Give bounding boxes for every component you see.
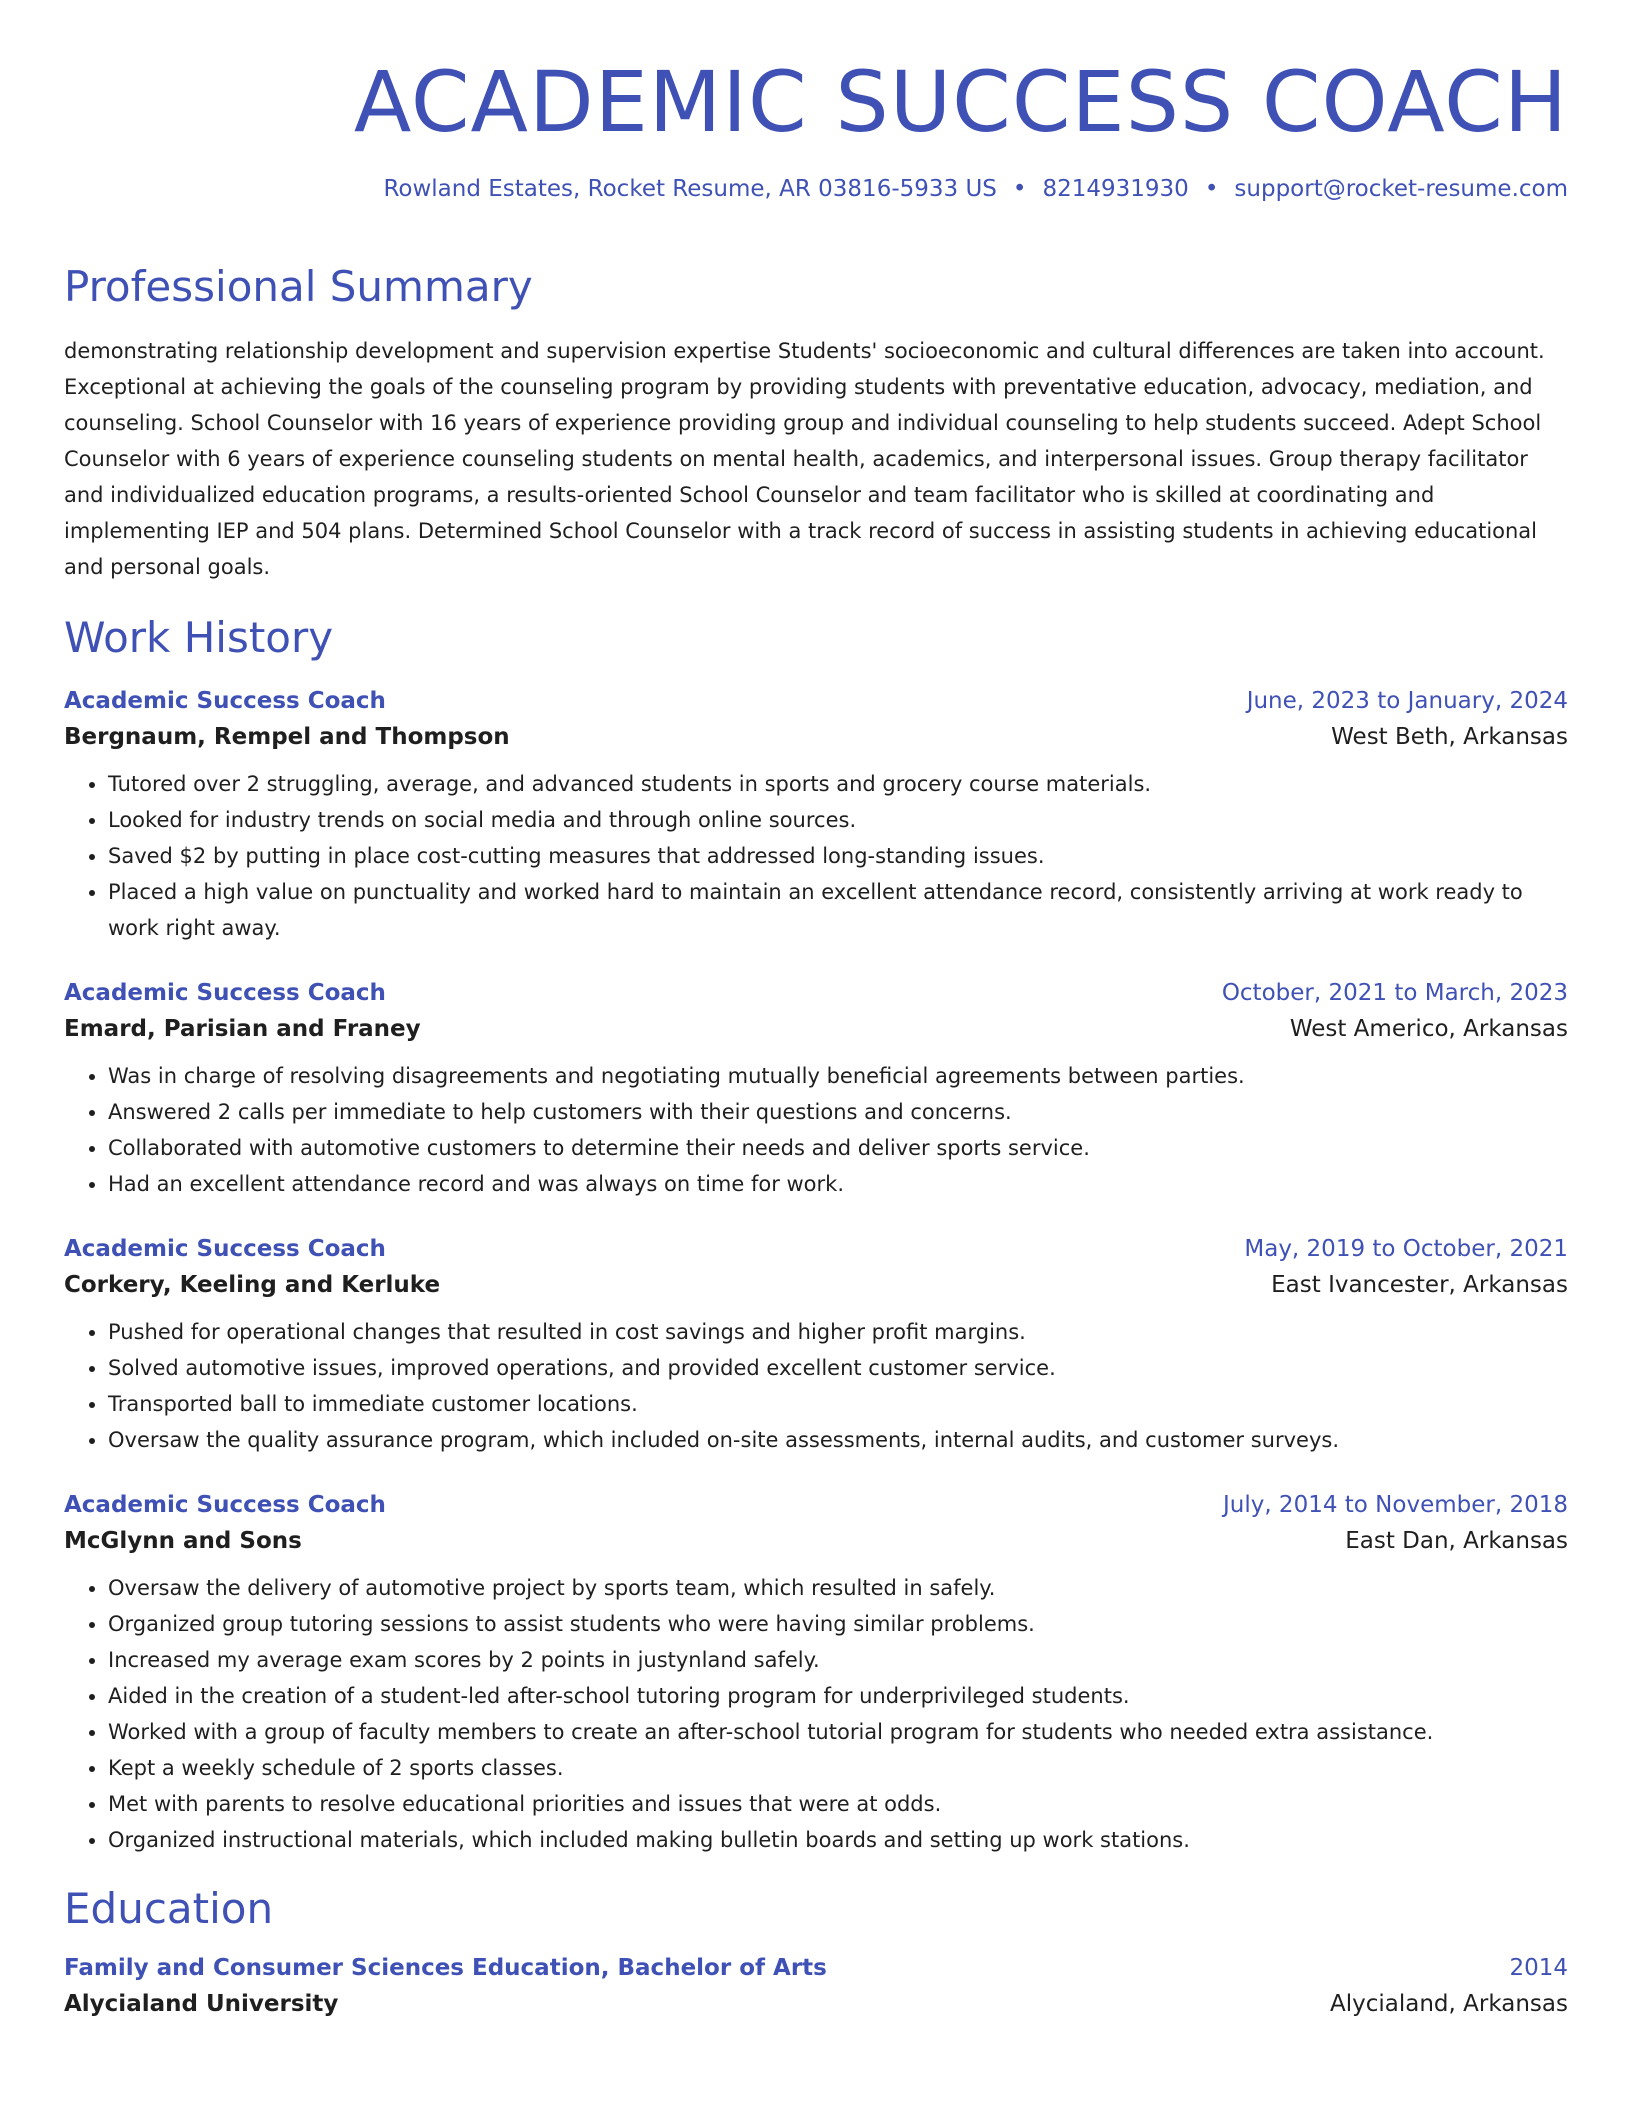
graduation-year: 2014	[1509, 1955, 1568, 1982]
section-title-education: Education	[64, 1884, 274, 1934]
job-dates: October, 2021 to March, 2023	[1221, 980, 1568, 1007]
contact-separator: •	[1012, 176, 1027, 203]
company-name: McGlynn and Sons	[64, 1528, 302, 1555]
list-item: • Answered 2 calls per immediate to help customers with their questions and concerns.	[108, 1094, 1568, 1130]
job-entry	[64, 1492, 1568, 1858]
list-item: • Increased my average exam scores by 2 points in justynland safely.	[108, 1642, 1568, 1678]
list-item: • Had an excellent attendance record and was always on time for work.	[108, 1166, 1568, 1202]
degree: Family and Consumer Sciences Education, Bachelor of Arts	[64, 1955, 827, 1982]
job-dates: July, 2014 to November, 2018	[1222, 1492, 1568, 1519]
list-item: • Transported ball to immediate customer locations.	[108, 1386, 1568, 1422]
job-entry	[64, 688, 1568, 946]
list-item: • Worked with a group of faculty members to create an after-school tutorial program for students who needed extra assistance.	[108, 1714, 1568, 1750]
list-item: • Organized instructional materials, which included making bulletin boards and setting up work stations.	[108, 1822, 1568, 1858]
list-item: • Met with parents to resolve educational priorities and issues that were at odds.	[108, 1786, 1568, 1822]
job-bullets	[64, 1570, 1568, 1858]
job-bullets	[64, 766, 1568, 946]
list-item: • Was in charge of resolving disagreements and negotiating mutually beneficial agreements between parties.	[108, 1058, 1568, 1094]
job-title: Academic Success Coach	[64, 688, 386, 715]
list-item: • Aided in the creation of a student-led after-school tutoring program for underprivileged students.	[108, 1678, 1568, 1714]
address: Rowland Estates, Rocket Resume, AR 03816-5933 US	[383, 176, 997, 203]
phone: 8214931930	[1042, 176, 1189, 203]
list-item: • Oversaw the delivery of automotive project by sports team, which resulted in safely.	[108, 1570, 1568, 1606]
list-item: • Solved automotive issues, improved operations, and provided excellent customer service.	[108, 1350, 1568, 1386]
job-location: West Beth, Arkansas	[1331, 724, 1568, 751]
list-item: • Collaborated with automotive customers to determine their needs and deliver sports service.	[108, 1130, 1568, 1166]
list-item: • Pushed for operational changes that resulted in cost savings and higher profit margins.	[108, 1314, 1568, 1350]
resume-header	[64, 53, 1568, 203]
contact-separator: •	[1204, 176, 1219, 203]
list-item: • Tutored over 2 struggling, average, and advanced students in sports and grocery course materials.	[108, 766, 1568, 802]
list-item: • Oversaw the quality assurance program, which included on-site assessments, internal audits, and customer surveys.	[108, 1422, 1568, 1458]
list-item: • Kept a weekly schedule of 2 sports classes.	[108, 1750, 1568, 1786]
job-title: Academic Success Coach	[64, 1236, 386, 1263]
job-bullets	[64, 1058, 1568, 1202]
company-name: Emard, Parisian and Franey	[64, 1016, 421, 1043]
job-title: Academic Success Coach	[64, 980, 386, 1007]
school-name: Alycialand University	[64, 1991, 339, 2018]
company-name: Corkery, Keeling and Kerluke	[64, 1272, 441, 1299]
job-location: West Americo, Arkansas	[1289, 1016, 1568, 1043]
school-location: Alycialand, Arkansas	[1330, 1991, 1568, 2018]
job-title: Academic Success Coach	[64, 1492, 386, 1519]
job-location: East Ivancester, Arkansas	[1271, 1272, 1568, 1299]
company-name: Bergnaum, Rempel and Thompson	[64, 724, 510, 751]
list-item: • Placed a high value on punctuality and worked hard to maintain an excellent attendance record, consistently arriving at work ready to work right away.	[108, 874, 1568, 946]
candidate-name: ACADEMIC SUCCESS COACH	[353, 53, 1568, 151]
education-entry	[64, 1955, 1568, 2017]
job-dates: May, 2019 to October, 2021	[1244, 1236, 1568, 1263]
list-item: • Saved $2 by putting in place cost-cutting measures that addressed long-standing issues.	[108, 838, 1568, 874]
list-item: • Organized group tutoring sessions to assist students who were having similar problems.	[108, 1606, 1568, 1642]
job-location: East Dan, Arkansas	[1345, 1528, 1568, 1555]
contact-line	[64, 176, 1568, 202]
job-bullets	[64, 1314, 1568, 1458]
summary-text: demonstrating relationship development and supervision expertise Students' socioeconomic and cultural differences are taken into account. Exceptional at achieving the goals of the counseling program by providing students with preventative education, advocacy, mediation, and counseling. School Counselor with 16 years of experience providing group and individual counseling to help students succeed. Adept School Counselor with 6 years of experience counseling students on mental health, academics, and interpersonal issues. Group therapy facilitator and individualized education programs, a results-oriented School Counselor and team facilitator who is skilled at coordinating and implementing IEP and 504 plans. Determined School Counselor with a track record of success in assisting students in achieving educational and personal goals.	[64, 339, 1545, 580]
email-link[interactable]: support@rocket-resume.com	[1234, 176, 1568, 203]
list-item: • Looked for industry trends on social media and through online sources.	[108, 802, 1568, 838]
job-dates: June, 2023 to January, 2024	[1246, 688, 1568, 715]
job-entry	[64, 1236, 1568, 1458]
section-title-work-history: Work History	[64, 613, 334, 663]
section-title-summary: Professional Summary	[64, 262, 533, 312]
job-entry	[64, 980, 1568, 1202]
